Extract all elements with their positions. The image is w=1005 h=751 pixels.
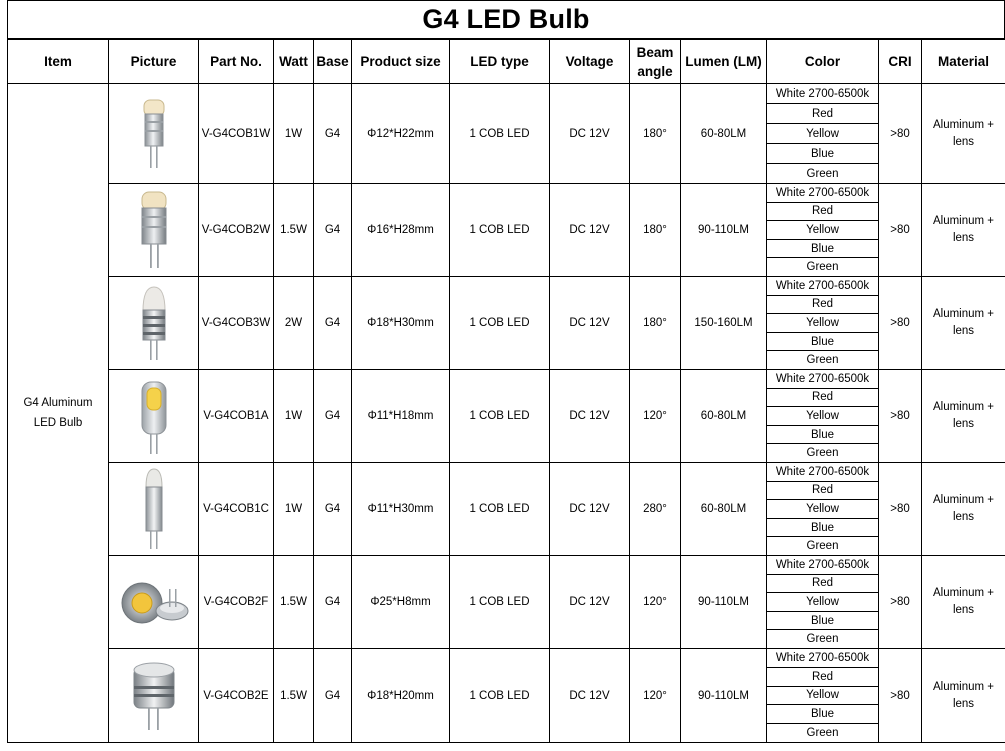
color-option: Red — [767, 668, 878, 687]
material-cell — [922, 649, 1005, 743]
bulb-image — [109, 374, 198, 458]
material-cell — [922, 556, 1005, 649]
beam-angle-cell: 120° — [630, 649, 681, 743]
header-beam-angle — [630, 40, 681, 84]
material-line2: lens — [952, 511, 975, 523]
led-type-cell: 1 COB LED — [450, 277, 550, 370]
led-type-cell: 1 COB LED — [450, 84, 550, 184]
header-beam-angle-line2: angle — [637, 63, 673, 79]
bulb-image — [109, 567, 198, 637]
header-lumen: Lumen (LM) — [681, 40, 767, 84]
table-row — [8, 277, 1005, 370]
led-type-cell: 1 COB LED — [450, 184, 550, 277]
color-cell — [767, 556, 879, 649]
size-cell: Φ11*H18mm — [352, 370, 450, 463]
color-cell — [767, 277, 879, 370]
voltage-cell: DC 12V — [550, 463, 630, 556]
header-material: Material — [922, 40, 1005, 84]
header-watt: Watt — [274, 40, 314, 84]
voltage-cell: DC 12V — [550, 370, 630, 463]
size-cell: Φ25*H8mm — [352, 556, 450, 649]
size-cell: Φ12*H22mm — [352, 84, 450, 184]
led-type-cell: 1 COB LED — [450, 370, 550, 463]
color-option: Red — [767, 389, 878, 408]
color-option: Yellow — [767, 221, 878, 240]
bulb-image — [109, 94, 198, 174]
table-row — [8, 370, 1005, 463]
part-no-cell: V-G4COB2E — [199, 649, 274, 743]
product-picture — [109, 84, 199, 184]
header-picture: Picture — [109, 40, 199, 84]
page-title: G4 LED Bulb — [7, 0, 1005, 39]
color-cell — [767, 84, 879, 184]
material-line1: Aluminum + — [932, 494, 995, 506]
table-row — [8, 649, 1005, 743]
material-line2: lens — [952, 418, 975, 430]
cri-cell: >80 — [879, 277, 922, 370]
cri-cell: >80 — [879, 184, 922, 277]
material-line1: Aluminum + — [932, 308, 995, 320]
color-option: White 2700-6500k — [767, 463, 878, 482]
beam-angle-cell: 180° — [630, 184, 681, 277]
led-type-cell: 1 COB LED — [450, 556, 550, 649]
header-part-no: Part No. — [199, 40, 274, 84]
voltage-cell: DC 12V — [550, 184, 630, 277]
color-option: White 2700-6500k — [767, 649, 878, 668]
size-cell: Φ18*H20mm — [352, 649, 450, 743]
color-option: Blue — [767, 705, 878, 724]
material-cell — [922, 84, 1005, 184]
color-option: White 2700-6500k — [767, 556, 878, 575]
material-line1: Aluminum + — [932, 118, 995, 131]
bulb-image — [109, 188, 198, 272]
base-cell: G4 — [314, 556, 352, 649]
part-no-cell: V-G4COB2W — [199, 184, 274, 277]
voltage-cell: DC 12V — [550, 84, 630, 184]
header-item: Item — [8, 40, 109, 84]
lumen-cell: 90-110LM — [681, 649, 767, 743]
header-row — [8, 40, 1005, 84]
product-picture — [109, 370, 199, 463]
color-option: Blue — [767, 144, 878, 164]
watt-cell: 1W — [274, 84, 314, 184]
color-option: Red — [767, 203, 878, 222]
color-option: Blue — [767, 612, 878, 631]
lumen-cell: 90-110LM — [681, 556, 767, 649]
table-row — [8, 463, 1005, 556]
base-cell: G4 — [314, 277, 352, 370]
watt-cell: 1W — [274, 463, 314, 556]
color-option: White 2700-6500k — [767, 277, 878, 296]
color-option: Yellow — [767, 314, 878, 333]
base-cell: G4 — [314, 649, 352, 743]
color-option: Green — [806, 727, 839, 740]
color-option: Red — [767, 104, 878, 124]
color-option: Red — [767, 296, 878, 315]
color-option: White 2700-6500k — [767, 84, 878, 104]
base-cell: G4 — [314, 84, 352, 184]
led-type-cell: 1 COB LED — [450, 649, 550, 743]
lumen-cell: 60-80LM — [681, 84, 767, 184]
color-option: Green — [806, 540, 839, 553]
product-picture — [109, 463, 199, 556]
watt-cell: 1.5W — [274, 184, 314, 277]
table-row — [8, 556, 1005, 649]
watt-cell: 1W — [274, 370, 314, 463]
beam-angle-cell: 120° — [630, 370, 681, 463]
color-option: Yellow — [767, 687, 878, 706]
color-option: Red — [767, 575, 878, 594]
size-cell: Φ18*H30mm — [352, 277, 450, 370]
product-picture — [109, 556, 199, 649]
base-cell: G4 — [314, 184, 352, 277]
header-product-size: Product size — [352, 40, 450, 84]
base-cell: G4 — [314, 370, 352, 463]
lumen-cell: 90-110LM — [681, 184, 767, 277]
cri-cell: >80 — [879, 556, 922, 649]
color-cell — [767, 649, 879, 743]
size-cell: Φ16*H28mm — [352, 184, 450, 277]
cri-cell: >80 — [879, 84, 922, 184]
color-option: Green — [806, 354, 839, 367]
material-line1: Aluminum + — [932, 587, 995, 599]
part-no-cell: V-G4COB1W — [199, 84, 274, 184]
color-cell — [767, 463, 879, 556]
beam-angle-cell: 120° — [630, 556, 681, 649]
cri-cell: >80 — [879, 370, 922, 463]
table-row — [8, 84, 1005, 184]
material-cell — [922, 277, 1005, 370]
part-no-cell: V-G4COB2F — [199, 556, 274, 649]
material-cell — [922, 370, 1005, 463]
material-line2: lens — [952, 135, 975, 148]
material-line2: lens — [952, 604, 975, 616]
product-table — [7, 39, 1005, 743]
material-line1: Aluminum + — [932, 215, 995, 227]
material-cell — [922, 184, 1005, 277]
color-option: Yellow — [767, 500, 878, 519]
item-name — [8, 84, 109, 743]
beam-angle-cell: 180° — [630, 277, 681, 370]
color-option: Blue — [767, 240, 878, 259]
bulb-image — [109, 281, 198, 365]
base-cell: G4 — [314, 463, 352, 556]
material-cell — [922, 463, 1005, 556]
color-option: Green — [806, 633, 839, 646]
header-led-type: LED type — [450, 40, 550, 84]
color-option: White 2700-6500k — [767, 370, 878, 389]
watt-cell: 1.5W — [274, 556, 314, 649]
lumen-cell: 60-80LM — [681, 463, 767, 556]
header-cri: CRI — [879, 40, 922, 84]
material-line2: lens — [952, 697, 975, 710]
color-option: Green — [806, 261, 839, 274]
bulb-image — [109, 465, 198, 553]
cri-cell: >80 — [879, 463, 922, 556]
color-option: Green — [806, 447, 839, 460]
material-line2: lens — [952, 325, 975, 337]
color-option: Blue — [767, 519, 878, 538]
voltage-cell: DC 12V — [550, 649, 630, 743]
color-option: White 2700-6500k — [767, 184, 878, 203]
bulb-image — [109, 656, 198, 736]
led-type-cell: 1 COB LED — [450, 463, 550, 556]
color-option: Yellow — [767, 407, 878, 426]
material-line2: lens — [952, 232, 975, 244]
header-beam-angle-line1: Beam — [636, 44, 674, 60]
header-base: Base — [314, 40, 352, 84]
watt-cell: 1.5W — [274, 649, 314, 743]
color-option: Yellow — [767, 124, 878, 144]
lumen-cell: 150-160LM — [681, 277, 767, 370]
part-no-cell: V-G4COB3W — [199, 277, 274, 370]
product-picture — [109, 649, 199, 743]
watt-cell: 2W — [274, 277, 314, 370]
item-name-line1: G4 Aluminum — [23, 397, 93, 409]
beam-angle-cell: 280° — [630, 463, 681, 556]
color-option: Red — [767, 482, 878, 501]
color-option: Blue — [767, 333, 878, 352]
color-option: Yellow — [767, 593, 878, 612]
table-row — [8, 184, 1005, 277]
product-picture — [109, 277, 199, 370]
size-cell: Φ11*H30mm — [352, 463, 450, 556]
header-voltage: Voltage — [550, 40, 630, 84]
color-cell — [767, 184, 879, 277]
material-line1: Aluminum + — [932, 680, 995, 693]
cri-cell: >80 — [879, 649, 922, 743]
part-no-cell: V-G4COB1C — [199, 463, 274, 556]
product-picture — [109, 184, 199, 277]
material-line1: Aluminum + — [932, 401, 995, 413]
item-name-line2: LED Bulb — [33, 417, 83, 429]
color-option: Blue — [767, 426, 878, 445]
beam-angle-cell: 180° — [630, 84, 681, 184]
voltage-cell: DC 12V — [550, 277, 630, 370]
voltage-cell: DC 12V — [550, 556, 630, 649]
color-option: Green — [806, 167, 839, 180]
part-no-cell: V-G4COB1A — [199, 370, 274, 463]
lumen-cell: 60-80LM — [681, 370, 767, 463]
header-color: Color — [767, 40, 879, 84]
color-cell — [767, 370, 879, 463]
